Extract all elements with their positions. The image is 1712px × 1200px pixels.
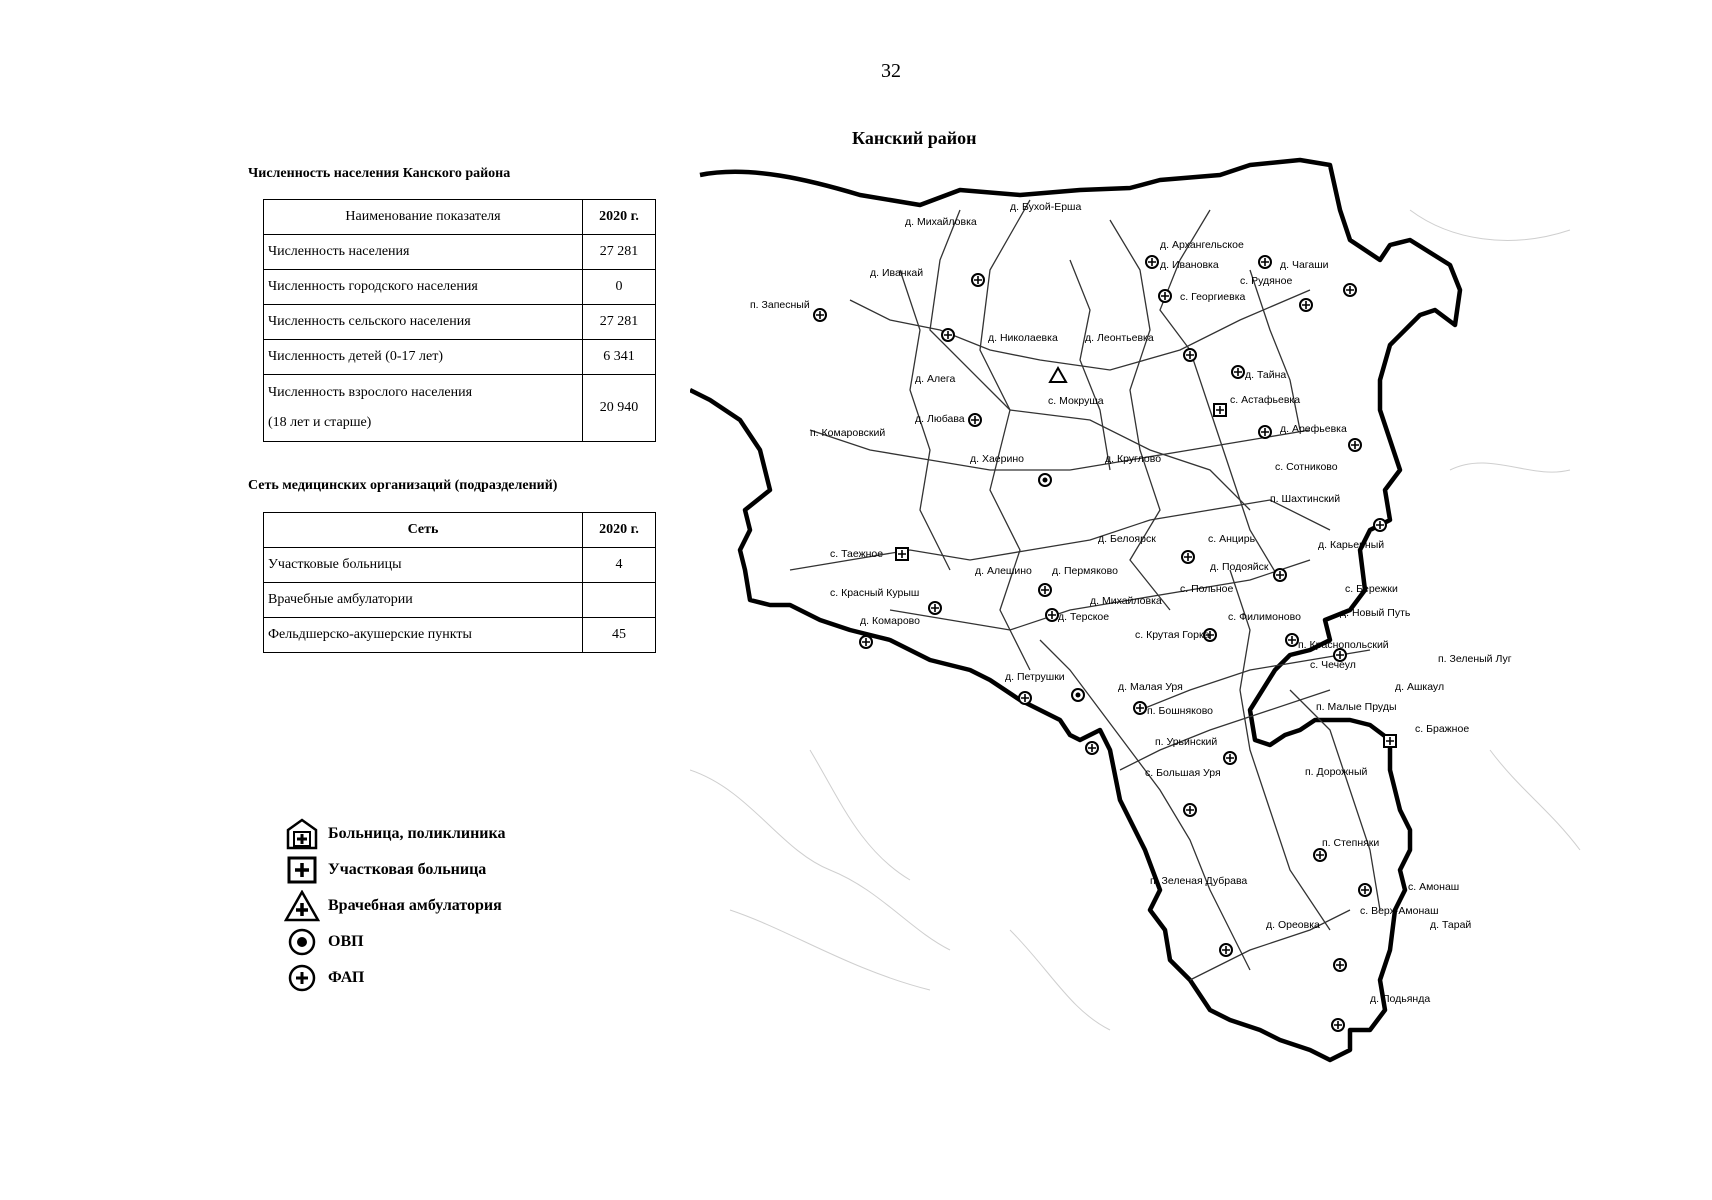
row-value: 27 281 xyxy=(583,235,656,270)
place-label: д. Михайловка xyxy=(905,216,977,228)
year-header: 2020 г. xyxy=(583,200,656,235)
map-legend xyxy=(284,816,506,996)
map-title: Канский район xyxy=(852,128,977,148)
table-row xyxy=(264,235,656,270)
fap-icon xyxy=(1086,742,1098,754)
fap-icon xyxy=(1344,284,1356,296)
legend-label: ОВП xyxy=(328,933,364,950)
indicator-header: Наименование показателя xyxy=(264,200,583,235)
place-label: д. Чагаши xyxy=(1280,259,1329,271)
fap-icon xyxy=(972,274,984,286)
place-label: с. Большая Уря xyxy=(1145,767,1221,779)
fap-icon xyxy=(1259,256,1271,268)
place-label: д. Петрушки xyxy=(1005,671,1065,683)
row-label: Фельдшерско-акушерские пункты xyxy=(264,618,583,653)
legend-label: Участковая больница xyxy=(328,861,487,878)
row-value: 0 xyxy=(583,270,656,305)
row-label-line1: Численность взрослого населения xyxy=(268,385,473,400)
table-row xyxy=(264,270,656,305)
place-label: д. Новый Путь xyxy=(1340,607,1411,619)
table-header-row xyxy=(264,200,656,235)
place-label: д. Тарай xyxy=(1430,919,1472,931)
fap-icon xyxy=(942,329,954,341)
place-label: д. Терское xyxy=(1058,611,1110,623)
row-label: Численность населения xyxy=(264,235,583,270)
row-value: 20 940 xyxy=(583,375,656,442)
district-map xyxy=(690,150,1590,1070)
place-label: д. Тайна xyxy=(1245,369,1287,381)
place-label: д. Иванкай xyxy=(870,267,924,279)
outpatient-clinic-icon xyxy=(284,890,320,922)
table-header-row xyxy=(264,513,656,548)
district-hospital-icon xyxy=(284,854,320,886)
place-label: с. Бережки xyxy=(1345,583,1398,595)
map-canvas xyxy=(690,150,1590,1070)
place-label: с. Таежное xyxy=(830,548,884,560)
row-label: Врачебные амбулатории xyxy=(264,583,583,618)
place-label: п. Краснопольский xyxy=(1298,639,1389,651)
place-label: д. Алешино xyxy=(975,565,1032,577)
place-label: с. Крутая Горка xyxy=(1135,629,1210,641)
legend-label: ФАП xyxy=(328,969,365,986)
row-value: 45 xyxy=(583,618,656,653)
place-labels xyxy=(750,201,1512,1005)
place-label: д. Бухой-Ерша xyxy=(1010,201,1082,213)
fap-icon xyxy=(1224,752,1236,764)
place-label: д. Подьянда xyxy=(1370,993,1431,1005)
fap-icon xyxy=(1374,519,1386,531)
place-label: с. Польное xyxy=(1180,583,1234,595)
table-row xyxy=(264,548,656,583)
place-label: п. Комаровский xyxy=(810,427,886,439)
place-label: с. Филимоново xyxy=(1228,611,1301,623)
legend-item xyxy=(284,924,506,960)
place-label: д. Михайловка xyxy=(1090,595,1162,607)
place-label: п. Шахтинский xyxy=(1270,493,1341,505)
row-value: 4 xyxy=(583,548,656,583)
place-label: с. Анцирь xyxy=(1208,533,1256,545)
year-header: 2020 г. xyxy=(583,513,656,548)
place-label: с. Астафьевка xyxy=(1230,394,1301,406)
legend-item xyxy=(284,852,506,888)
fap-icon xyxy=(1300,299,1312,311)
network-header: Сеть xyxy=(264,513,583,548)
row-label xyxy=(264,375,583,442)
table-row xyxy=(264,375,656,442)
ovp-icon xyxy=(1039,474,1051,486)
place-label: п. Дорожный xyxy=(1305,766,1368,778)
fap-icon xyxy=(814,309,826,321)
ovp-icon xyxy=(1072,689,1084,701)
place-label: д. Николаевка xyxy=(988,332,1058,344)
row-value: 6 341 xyxy=(583,340,656,375)
place-label: с. Георгиевка xyxy=(1180,291,1246,303)
place-label: д. Комарово xyxy=(860,615,920,627)
legend-item xyxy=(284,960,506,996)
place-label: с. Сотниково xyxy=(1275,461,1338,473)
place-label: п. Запесный xyxy=(750,299,810,311)
network-table xyxy=(263,512,656,653)
fap-icon xyxy=(1019,692,1031,704)
legend-label: Больница, поликлиника xyxy=(328,825,506,842)
fap-icon xyxy=(1184,349,1196,361)
fap-icon xyxy=(1159,290,1171,302)
place-label: д. Круглово xyxy=(1105,453,1162,465)
place-label: с. Верх-Амонаш xyxy=(1360,905,1439,917)
place-label: д. Белоярск xyxy=(1098,533,1156,545)
place-label: п. Степняки xyxy=(1322,837,1380,849)
place-label: с. Красный Курыш xyxy=(830,587,920,599)
fap-icon xyxy=(1146,256,1158,268)
place-label: д. Любава xyxy=(915,413,965,425)
network-section-title: Сеть медицинских организаций (подразделений) xyxy=(248,478,558,493)
row-value xyxy=(583,583,656,618)
table-row xyxy=(264,340,656,375)
fap-icon xyxy=(1334,959,1346,971)
fap-icon xyxy=(969,414,981,426)
page-number: 32 xyxy=(881,60,901,82)
population-table xyxy=(263,199,656,442)
fap-icon xyxy=(1220,944,1232,956)
place-label: п. Урьинский xyxy=(1155,736,1218,748)
place-label: с. Чечеул xyxy=(1310,659,1356,671)
population-section-title: Численность населения Канского района xyxy=(248,166,511,181)
place-label: с. Мокруша xyxy=(1048,395,1104,407)
table-row xyxy=(264,305,656,340)
legend-item xyxy=(284,888,506,924)
fap-icon xyxy=(1332,1019,1344,1031)
place-label: с. Бражное xyxy=(1415,723,1470,735)
row-value: 27 281 xyxy=(583,305,656,340)
fap-icon xyxy=(284,962,320,994)
fap-icon xyxy=(1359,884,1371,896)
district-hospital-icon xyxy=(1214,404,1226,416)
table-row xyxy=(264,583,656,618)
table-row xyxy=(264,618,656,653)
place-label: с. Рудяное xyxy=(1240,275,1293,287)
fap-icon xyxy=(1184,804,1196,816)
row-label-line2: (18 лет и старше) xyxy=(268,415,372,430)
place-label: д. Ашкаул xyxy=(1395,681,1445,693)
district-hospital-icon xyxy=(896,548,908,560)
place-label: д. Карьерный xyxy=(1318,539,1385,551)
place-label: д. Леонтьевка xyxy=(1085,332,1154,344)
place-label: д. Ореовка xyxy=(1266,919,1320,931)
fap-icon xyxy=(929,602,941,614)
district-hospital-icon xyxy=(1384,735,1396,747)
place-label: п. Бошняково xyxy=(1147,705,1214,717)
place-label: д. Подояйск xyxy=(1210,561,1269,573)
place-label: д. Хаерино xyxy=(970,453,1024,465)
place-label: д. Пермяково xyxy=(1052,565,1118,577)
outpatient-clinic-icon xyxy=(1050,368,1066,382)
place-label: д. Малая Уря xyxy=(1118,681,1183,693)
fap-icon xyxy=(1314,849,1326,861)
fap-icon xyxy=(1046,609,1058,621)
legend-label: Врачебная амбулатория xyxy=(328,897,502,914)
place-label: д. Алега xyxy=(915,373,956,385)
place-label: п. Малые Пруды xyxy=(1316,701,1397,713)
row-label: Численность детей (0-17 лет) xyxy=(264,340,583,375)
place-label: д. Арефьевка xyxy=(1280,423,1347,435)
fap-icon xyxy=(860,636,872,648)
row-label: Участковые больницы xyxy=(264,548,583,583)
row-label: Численность городского населения xyxy=(264,270,583,305)
place-label: д. Архангельское xyxy=(1160,239,1244,251)
fap-icon xyxy=(1349,439,1361,451)
fap-icon xyxy=(1259,426,1271,438)
fap-icon xyxy=(1232,366,1244,378)
row-label: Численность сельского населения xyxy=(264,305,583,340)
fap-icon xyxy=(1134,702,1146,714)
fap-icon xyxy=(1274,569,1286,581)
legend-item xyxy=(284,816,506,852)
place-label: п. Зеленая Дубрава xyxy=(1150,875,1248,887)
place-label: с. Амонаш xyxy=(1408,881,1460,893)
hospital-polyclinic-icon xyxy=(284,818,320,850)
fap-icon xyxy=(1039,584,1051,596)
ovp-icon xyxy=(284,926,320,958)
place-label: п. Зеленый Луг xyxy=(1438,653,1512,665)
fap-icon xyxy=(1182,551,1194,563)
fap-icon xyxy=(1286,634,1298,646)
place-label: д. Ивановка xyxy=(1160,259,1219,271)
